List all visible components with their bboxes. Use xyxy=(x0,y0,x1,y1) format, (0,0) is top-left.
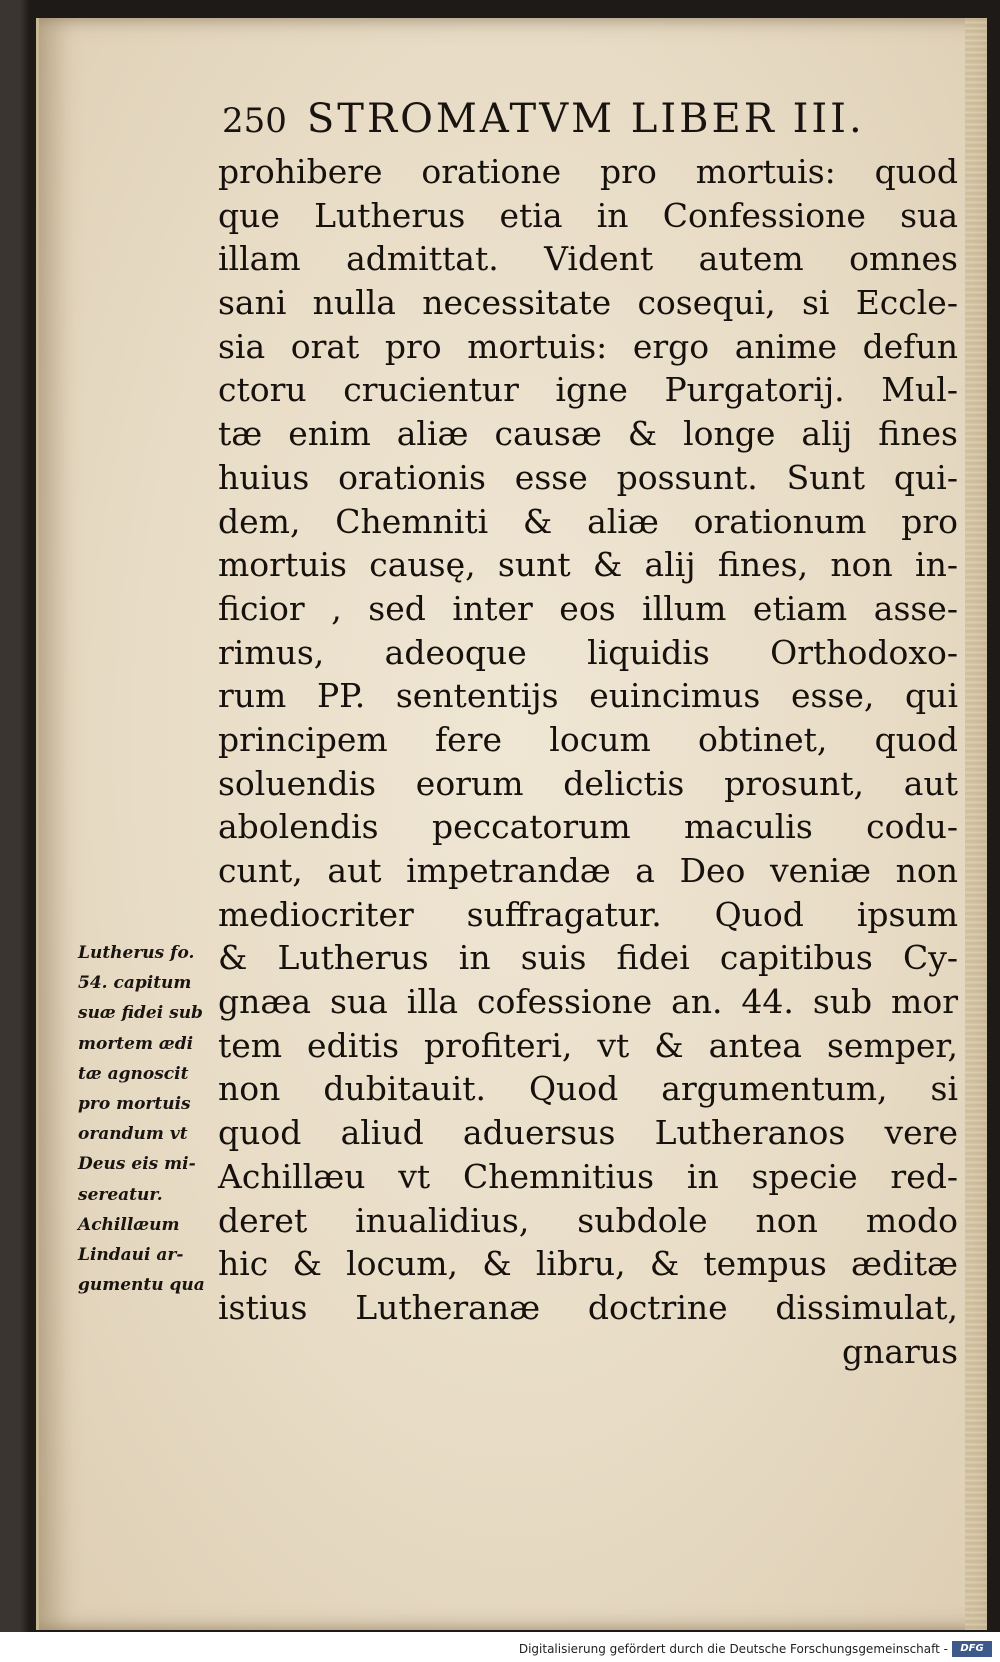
margin-line: sereatur. xyxy=(78,1184,163,1205)
marginal-note xyxy=(78,938,218,1300)
text-line: mortuis causę, sunt & alij fines, non in- xyxy=(218,545,958,585)
margin-line: Achillæum xyxy=(78,1214,180,1235)
running-header xyxy=(222,96,865,142)
text-line: hic & locum, & libru, & tempus æditæ xyxy=(218,1244,958,1284)
margin-line: Lutherus fo. xyxy=(78,943,195,963)
text-line: prohibere oratione pro mortuis: quod xyxy=(218,152,958,191)
margin-line: 54. capitum xyxy=(78,973,192,994)
text-line: istius Lutheranæ doctrine dissimulat, xyxy=(218,1287,958,1327)
text-line: huius orationis esse possunt. Sunt qui- xyxy=(218,457,958,497)
text-line: tem editis profiteri, vt & antea semper, xyxy=(218,1025,958,1065)
text-line: illam admittat. Vident autem omnes xyxy=(218,239,958,279)
dfg-logo-icon: DFG xyxy=(952,1641,992,1657)
text-line: mediocriter suffragatur. Quod ipsum xyxy=(218,894,958,934)
text-line: deret inualidius, subdole non modo xyxy=(218,1200,958,1240)
margin-line: gumentu qua xyxy=(78,1275,205,1296)
text-line: abolendis peccatorum maculis codu- xyxy=(218,807,958,847)
text-line: ctoru crucientur igne Purgatorij. Mul- xyxy=(218,370,958,410)
text-line: rimus, adeoque liquidis Orthodoxo- xyxy=(218,632,958,672)
running-title: STROMATVM LIBER III. xyxy=(306,96,865,142)
text-line: gnæa sua illa cofessione an. 44. sub mor xyxy=(218,982,958,1022)
margin-line: suæ fidei sub xyxy=(78,1003,203,1024)
margin-line: pro mortuis xyxy=(78,1093,191,1114)
margin-line: Lindaui ar- xyxy=(78,1244,184,1265)
margin-line: mortem ædi xyxy=(78,1033,194,1054)
page-edge xyxy=(965,18,987,1630)
text-line: principem fere locum obtinet, quod xyxy=(218,719,958,759)
margin-line: orandum vt xyxy=(78,1124,188,1145)
text-line: & Lutherus in suis fidei capitibus Cy- xyxy=(218,938,958,978)
text-line: sia orat pro mortuis: ergo anime defun xyxy=(218,326,958,366)
text-line: quod aliud aduersus Lutheranos vere xyxy=(218,1113,958,1153)
main-text-block xyxy=(218,150,958,1373)
text-line: tæ enim aliæ causæ & longe alij fines xyxy=(218,414,958,454)
margin-line: Deus eis mi- xyxy=(78,1154,196,1175)
footer-bar xyxy=(0,1632,1000,1662)
text-line: que Lutherus etia in Confessione sua xyxy=(218,195,958,235)
folio-number: 250 xyxy=(222,101,287,141)
text-line: soluendis eorum delictis prosunt, aut xyxy=(218,763,958,803)
text-line: rum PP. sententijs euincimus esse, qui xyxy=(218,676,958,716)
text-line: gnarus xyxy=(841,1331,958,1371)
text-line: sani nulla necessitate cosequi, si Eccle- xyxy=(218,283,958,323)
text-line: dem, Chemniti & aliæ orationum pro xyxy=(218,501,958,541)
text-line: cunt, aut impetrandæ a Deo veniæ non xyxy=(218,851,958,890)
text-line: Achillæu vt Chemnitius in specie red- xyxy=(218,1156,958,1196)
text-line: ficior , sed inter eos illum etiam asse- xyxy=(218,588,958,628)
text-line: non dubitauit. Quod argumentum, si xyxy=(218,1069,958,1109)
footer-credit: Digitalisierung gefördert durch die Deutsche Forschungsgemeinschaft - xyxy=(518,1642,948,1656)
margin-line: tæ agnoscit xyxy=(78,1063,189,1084)
